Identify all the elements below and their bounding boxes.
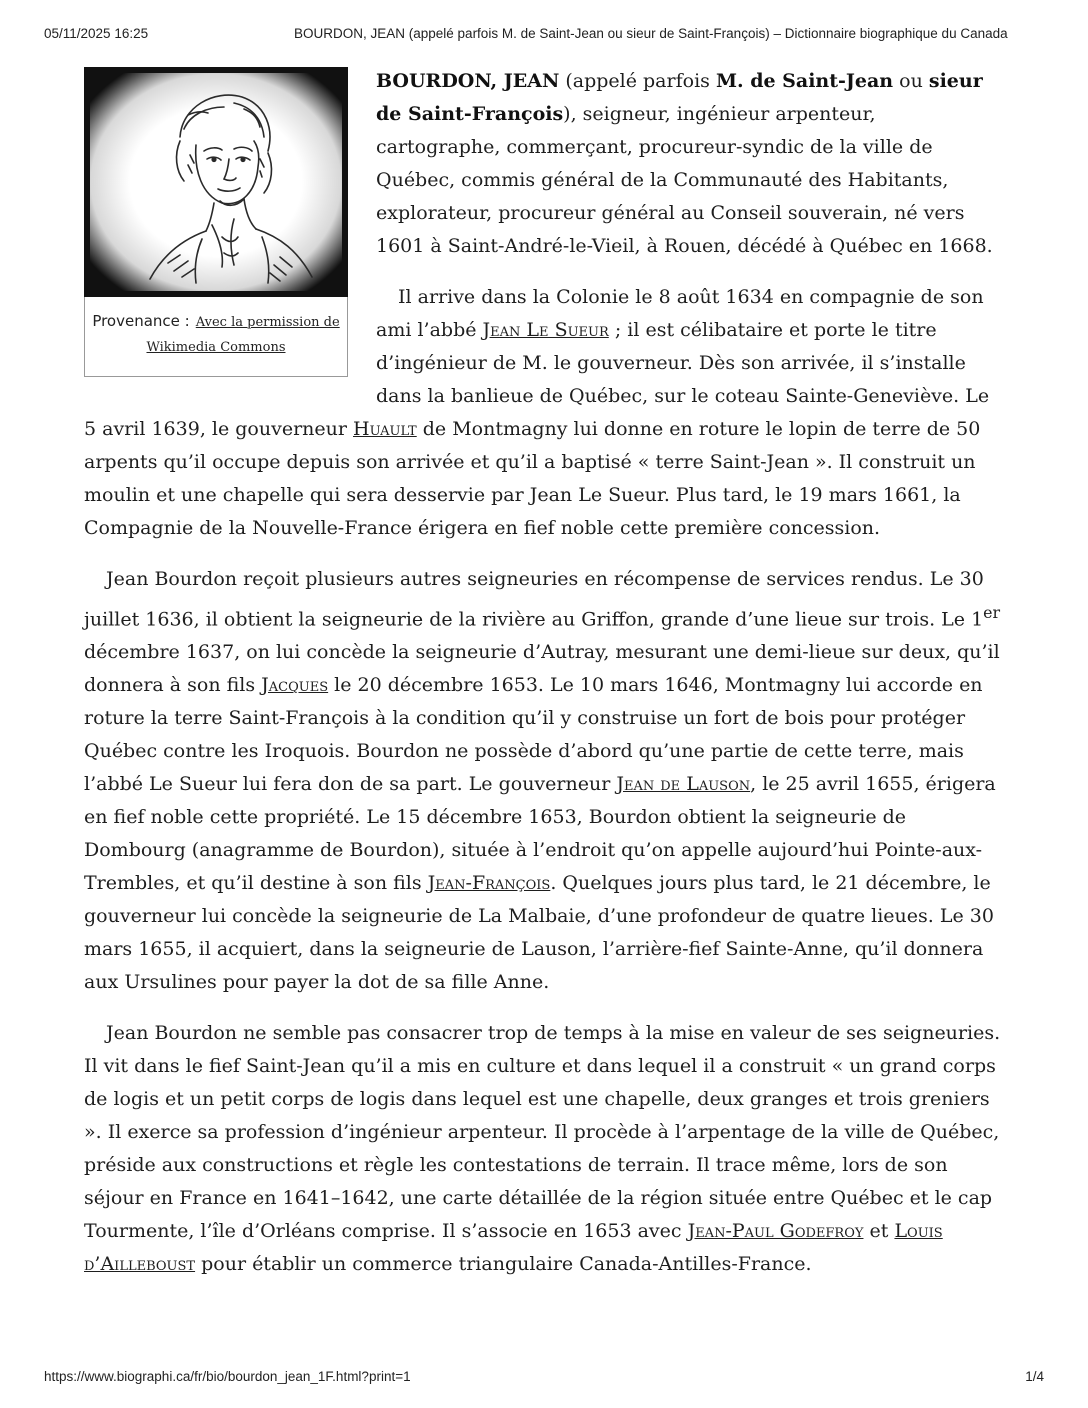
person-link[interactable]: Jean-Paul Godefroy bbox=[687, 1220, 864, 1243]
print-footer bbox=[44, 1369, 1044, 1389]
text-run: Il arrive dans la Colonie le 8 août 1634 en compagnie de son ami l’abbé bbox=[376, 286, 984, 341]
text-run: . Quelques jours plus tard, le 21 décembre, le gouverneur lui concède la seigneurie de La Malbaie, d’une profondeur de quatre lieues. Le 30 mars 1655, il acquiert, dans la seigneurie de Lauson, l’arrière-fief Sainte-Anne, qu’il donnera aux Ursulines pour payer la dot de sa fille Anne. bbox=[84, 872, 994, 994]
text-run: décembre 1637, on lui concède la seigneurie d’Autray, mesurant une demi-lieue sur deux, qu’il donnera à son fils bbox=[84, 641, 1000, 697]
article-paragraph-4 bbox=[84, 1017, 1004, 1281]
page-number: 1/4 bbox=[1025, 1369, 1044, 1384]
article-content bbox=[84, 65, 1004, 1299]
print-header bbox=[44, 26, 1044, 46]
person-link[interactable]: Jacques bbox=[261, 674, 329, 697]
caption-source-link[interactable]: Avec la permission de Wikimedia Commons bbox=[146, 315, 340, 355]
person-link[interactable]: Jean Le Sueur bbox=[482, 319, 609, 341]
text-run: ; il est célibataire et porte le titre d’ingénieur de M. le gouverneur. Dès son arrivée, il s’installe dans la banlieue de Québec, sur le coteau Sainte-Geneviève. Le 5 avril 1639, le gouverneur bbox=[84, 319, 990, 440]
print-url: https://www.biographi.ca/fr/bio/bourdon_jean_1F.html?print=1 bbox=[44, 1369, 411, 1384]
subject-alias: M. de Saint-Jean bbox=[715, 70, 894, 92]
text-run: Jean Bourdon reçoit plusieurs autres seigneuries en récompense de services rendus. Le 30 juillet 1636, il obtient la seigneurie de la rivière au Griffon, grande d’une lieue sur trois. Le 1 bbox=[84, 568, 984, 631]
portrait-figure bbox=[84, 67, 348, 377]
text-run: , le 25 avril 1655, érigera en fief noble cette propriété. Le 15 décembre 1653, Bourdon obtient la seigneurie de Dombourg (anagramme de Bourdon), située à l’endroit qu’on appelle aujourd’hui Pointe-aux-Trembles, et qu’il destine à son fils bbox=[84, 773, 996, 895]
ordinal-superscript: er bbox=[983, 603, 1001, 622]
article-paragraph-3 bbox=[84, 563, 1004, 999]
text-run: et bbox=[863, 1220, 895, 1243]
text-run: ), seigneur, ingénieur arpenteur, cartographe, commerçant, procureur-syndic de la ville de Québec, commis général de la Communauté des Habitants, explorateur, procureur général au Conseil souverain, né vers 1601 à Saint-André-le-Vieil, à Rouen, décédé à Québec en 1668. bbox=[376, 103, 993, 257]
subject-alias: sieur de Saint-François bbox=[376, 70, 983, 125]
text-run: pour établir un commerce triangulaire Canada-Antilles-France. bbox=[195, 1253, 812, 1276]
text-run: Jean Bourdon ne semble pas consacrer trop de temps à la mise en valeur de ses seigneuries. Il vit dans le fief Saint-Jean qu’il a mis en culture et dans lequel il a construit « un grand corps de logis et un petit corps de logis dans lequel est une chapelle, deux granges et trois greniers ». Il exerce sa profession d’ingénieur arpenteur. Il procède à l’arpentage de la ville de Québec, préside aux constructions et règle les contestations de terrain. Il trace même, lors de son séjour en France en 1641–1642, une carte détaillée de la région située entre Québec et le cap Tourmente, l’île d’Orléans comprise. Il s’associe en 1653 avec bbox=[84, 1022, 1001, 1243]
caption-label: Provenance : bbox=[92, 312, 190, 330]
text-run: (appelé parfois bbox=[559, 70, 716, 92]
text-run: le 20 décembre 1653. Le 10 mars 1646, Montmagny lui accorde en roture la terre Saint-François à la condition qu’il y construise un fort de bois pour protéger Québec contre les Iroquois. Bourdon ne possède d’abord qu’une partie de cette terre, mais l’abbé Le Sueur lui fera don de sa part. Le gouverneur bbox=[84, 674, 983, 796]
print-page-title: BOURDON, JEAN (appelé parfois M. de Saint-Jean ou sieur de Saint-François) – Dictionnaire biographique du Canada bbox=[294, 26, 1008, 41]
print-datetime: 05/11/2025 16:25 bbox=[44, 26, 149, 41]
figure-caption bbox=[85, 297, 347, 359]
person-link[interactable]: Huault bbox=[353, 418, 417, 440]
subject-name: BOURDON, JEAN bbox=[376, 70, 560, 92]
person-link[interactable]: Jean de Lauson bbox=[616, 773, 751, 796]
text-run: de Montmagny lui donne en roture le lopin de terre de 50 arpents qu’il occupe depuis son arrivée et qu’il a baptisé « terre Saint-Jean ». Il construit un moulin et une chapelle qui sera desservie par Jean Le Sueur. Plus tard, le 19 mars 1661, la Compagnie de la Nouvelle-France érigera en fief noble cette première concession. bbox=[84, 418, 981, 539]
person-link[interactable]: Louis d’Ailleboust bbox=[84, 1220, 943, 1276]
text-run: ou bbox=[893, 70, 929, 92]
person-link[interactable]: Jean-François bbox=[427, 872, 551, 895]
engraved-portrait-icon bbox=[84, 67, 348, 297]
